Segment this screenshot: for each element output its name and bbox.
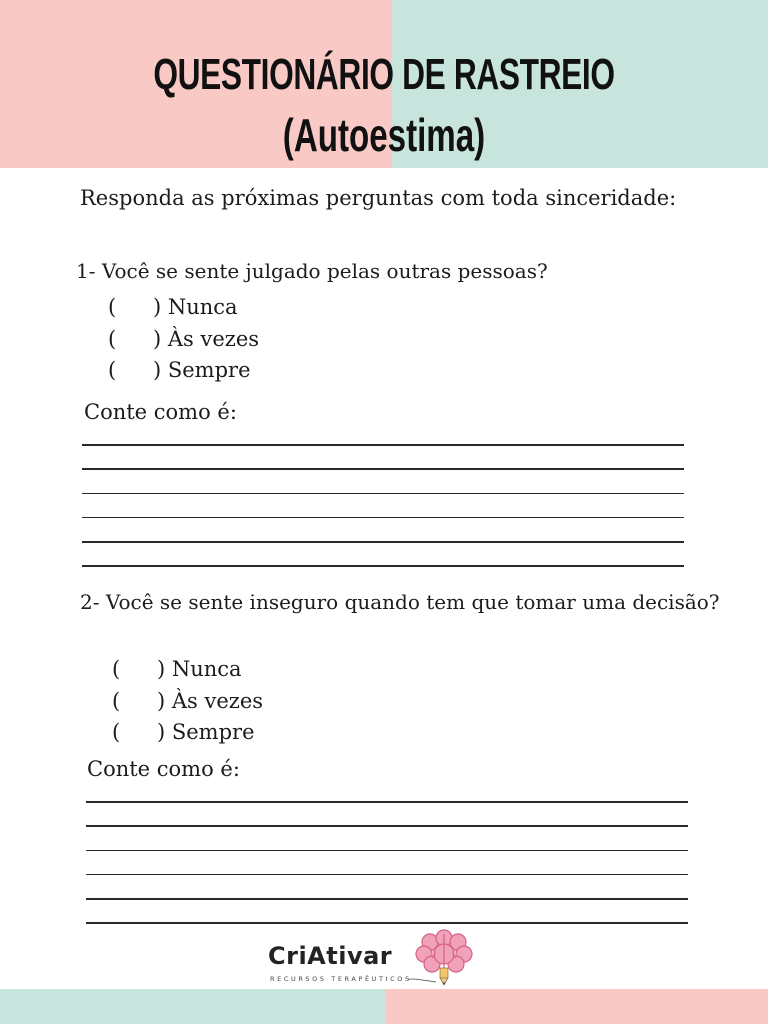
answer-line[interactable]	[82, 468, 684, 470]
answer-line[interactable]	[86, 825, 688, 827]
answer-line[interactable]	[82, 565, 684, 567]
checkbox-paren: (	[112, 657, 121, 681]
footer-background-mint	[0, 989, 386, 1024]
answer-line[interactable]	[82, 517, 684, 519]
checkbox-paren: (	[112, 720, 121, 744]
footer-background-pink	[386, 989, 768, 1024]
option-label: ) Sempre	[153, 358, 251, 382]
answer-line[interactable]	[86, 801, 688, 803]
logo-subtitle: RECURSOS TERAPÊUTICOS	[270, 975, 412, 983]
option-label: ) Sempre	[157, 720, 255, 744]
option-as-vezes[interactable]	[112, 686, 263, 718]
page-subtitle: (Autoestima)	[282, 109, 486, 161]
answer-line[interactable]	[86, 850, 688, 852]
question-2-answer-lines[interactable]	[86, 801, 688, 947]
answer-line[interactable]	[82, 541, 684, 543]
option-sempre[interactable]	[112, 717, 263, 749]
brain-pencil-icon	[408, 928, 480, 988]
answer-line[interactable]	[82, 493, 684, 495]
checkbox-paren: (	[108, 358, 117, 382]
answer-line[interactable]	[86, 898, 688, 900]
option-label: ) Às vezes	[157, 688, 264, 713]
question-1-text: 1- Você se sente julgado pelas outras pessoas?	[76, 259, 548, 283]
checkbox-paren: (	[112, 688, 121, 713]
question-2-prompt: Conte como é:	[87, 757, 240, 781]
question-1-answer-lines[interactable]	[82, 444, 684, 590]
option-label: ) Nunca	[153, 295, 238, 319]
checkbox-paren: (	[108, 295, 117, 319]
checkbox-paren: (	[108, 326, 117, 351]
question-2-options	[112, 654, 263, 749]
instructions-text: Responda as próximas perguntas com toda sinceridade:	[80, 186, 677, 210]
option-nunca[interactable]	[112, 654, 263, 686]
option-label: ) Nunca	[157, 657, 242, 681]
brand-logo	[268, 928, 488, 988]
option-as-vezes[interactable]	[108, 324, 259, 356]
question-2-text: 2- Você se sente inseguro quando tem que tomar uma decisão?	[80, 590, 720, 614]
question-1-options	[108, 292, 259, 387]
question-1-prompt: Conte como é:	[84, 400, 237, 424]
option-label: ) Às vezes	[153, 326, 260, 351]
page-title: QUESTIONÁRIO DE RASTREIO	[153, 50, 615, 99]
answer-line[interactable]	[86, 922, 688, 924]
logo-name: CriAtivar	[268, 942, 393, 970]
option-nunca[interactable]	[108, 292, 259, 324]
answer-line[interactable]	[86, 874, 688, 876]
answer-line[interactable]	[82, 444, 684, 446]
option-sempre[interactable]	[108, 355, 259, 387]
